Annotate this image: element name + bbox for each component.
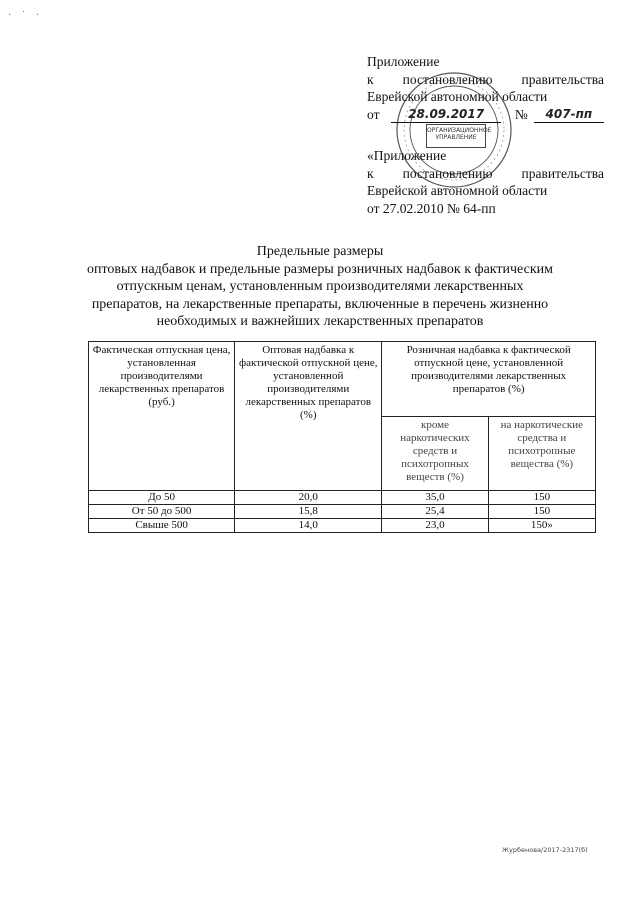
title-line-1: Предельные размеры [256,244,384,259]
appendix-resolution-line [367,71,604,89]
cell-price: От 50 до 500 [89,505,235,519]
appendix-header [367,53,604,217]
appendix-resolution-word: постановлению [402,71,493,87]
title-line-3: отпускным ценам, установленным производителями лекарственных [116,279,524,294]
header-retail-group: Розничная надбавка к фактической отпускной цене, установленной производителями лекарственных препаратов (%) [382,342,596,417]
table-row [89,519,596,533]
cell-price: Свыше 500 [89,519,235,533]
cell-wholesale: 14,0 [235,519,382,533]
original-appendix-heading: «Приложение [367,148,447,163]
header-price: Фактическая отпускная цена, установленная производителями лекарственных препаратов (руб.) [89,342,235,491]
original-date-number: от 27.02.2010 № 64-пп [367,200,496,216]
appendix-from-label: от [367,106,380,122]
cell-retail-narcotic: 150 [488,505,595,519]
original-k: к [367,165,374,181]
header-wholesale: Оптовая надбавка к фактической отпускной цене, установленной производителями лекарственных препаратов (%) [235,342,382,491]
cell-retail-other: 23,0 [382,519,488,533]
cell-retail-other: 25,4 [382,505,488,519]
title-line-4: препаратов, на лекарственные препараты, включенные в перечень жизненно [91,296,549,312]
scan-artifact-marks: · ˙ · [8,10,43,21]
handwritten-date: 28.09.2017 [391,106,500,123]
footer-code: Журбенова/2017-2317(б) [502,846,588,854]
cell-wholesale: 15,8 [235,505,382,519]
cell-retail-narcotic: 150» [488,519,595,533]
cell-retail-other: 35,0 [382,491,488,505]
original-government-word: правительства [521,165,604,181]
appendix-k: к [367,71,374,87]
title-line-5: необходимых и важнейших лекарственных препаратов [156,314,484,329]
appendix-number-label: № [514,106,528,122]
stamp-text-line1: ОРГАНИЗАЦИОННОЕ [427,127,492,134]
appendix-date-row [367,106,604,124]
original-resolution-word: постановлению [402,165,493,181]
stamp-text-line2: УПРАВЛЕНИЕ [435,134,477,141]
header-retail-other: кроме наркотических средств и психотропных веществ (%) [382,417,488,491]
appendix-heading: Приложение [367,54,440,69]
document-title [80,243,560,331]
cell-retail-narcotic: 150 [488,491,595,505]
title-line-2: оптовых надбавок и предельные размеры розничных надбавок к фактическим [86,261,553,277]
original-region: Еврейской автономной области [367,183,548,198]
original-resolution-line [367,165,604,183]
table-row [89,505,596,519]
table-row [89,491,596,505]
appendix-region: Еврейской автономной области [367,89,548,104]
cell-wholesale: 20,0 [235,491,382,505]
handwritten-number: 407-пп [534,106,604,123]
header-retail-narcotic: на наркотические средства и психотропные вещества (%) [488,417,595,491]
appendix-government-word: правительства [521,71,604,87]
markup-table [88,341,596,533]
cell-price: До 50 [89,491,235,505]
